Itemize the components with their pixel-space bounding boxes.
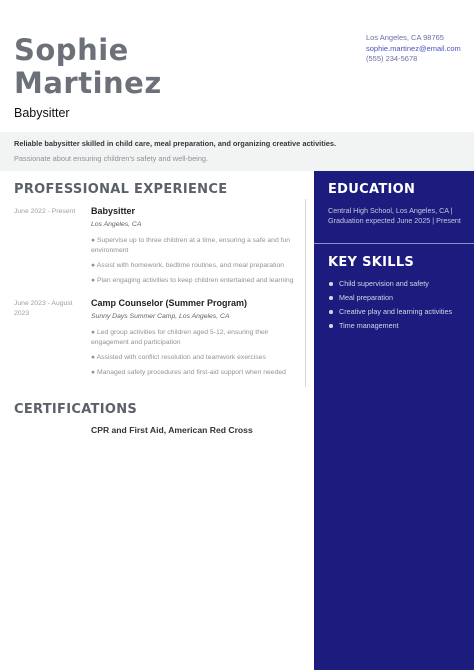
skills-heading: KEY SKILLS <box>328 255 415 270</box>
job-bullet: ● Managed safety procedures and first-aid support when needed <box>91 369 286 377</box>
job-bullets <box>91 328 301 383</box>
contact-email[interactable]: sophie.martinez@email.com <box>366 43 461 53</box>
job-title: Babysitter <box>14 106 70 120</box>
column-divider <box>305 199 306 387</box>
job-dates: June 2022 - Present <box>14 208 76 215</box>
job-place: Los Angeles, CA <box>91 221 142 228</box>
skill-item: Time management <box>328 321 452 335</box>
summary-headline: Reliable babysitter skilled in child care, meal preparation, and organizing creative activities. <box>14 139 337 148</box>
summary-banner <box>0 132 474 171</box>
job-bullets <box>91 236 301 291</box>
job-bullet: ● Led group activities for children aged 5-12, ensuring their engagement and participation <box>91 329 269 347</box>
skill-item: Meal preparation <box>328 293 452 307</box>
candidate-name <box>14 34 162 100</box>
job-role: Babysitter <box>91 206 136 216</box>
sidebar-column <box>314 171 474 670</box>
job-bullet: ● Assisted with conflict resolution and teamwork exercises <box>91 354 266 362</box>
job-place: Sunny Days Summer Camp, Los Angeles, CA <box>91 313 230 320</box>
experience-heading: PROFESSIONAL EXPERIENCE <box>14 182 228 197</box>
certification-item: CPR and First Aid, American Red Cross <box>91 425 253 435</box>
education-heading: EDUCATION <box>328 182 416 197</box>
skill-item: Child supervision and safety <box>328 279 452 293</box>
first-name: Sophie <box>14 33 129 67</box>
job-role: Camp Counselor (Summer Program) <box>91 298 248 308</box>
contact-location: Los Angeles, CA 98765 <box>366 33 444 42</box>
certifications-heading: CERTIFICATIONS <box>14 402 138 417</box>
skills-list <box>328 279 452 335</box>
job-bullet: ● Assist with homework, bedtime routines, and meal preparation <box>91 262 285 270</box>
job-bullet: ● Plan engaging activities to keep children entertained and learning <box>91 277 294 285</box>
resume-header <box>0 0 474 132</box>
contact-info <box>366 33 461 65</box>
education-details: Central High School, Los Angeles, CA | Graduation expected June 2025 | Present <box>328 206 461 226</box>
sidebar-divider <box>314 243 474 244</box>
skill-item: Creative play and learning activities <box>328 307 452 321</box>
last-name: Martinez <box>14 66 162 100</box>
contact-phone: (555) 234-5678 <box>366 54 418 64</box>
summary-detail: Passionate about ensuring children's safety and well-being. <box>14 154 209 163</box>
job-bullet: ● Supervise up to three children at a time, ensuring a safe and fun environment <box>91 237 291 255</box>
job-dates: June 2023 - August 2023 <box>14 300 73 317</box>
